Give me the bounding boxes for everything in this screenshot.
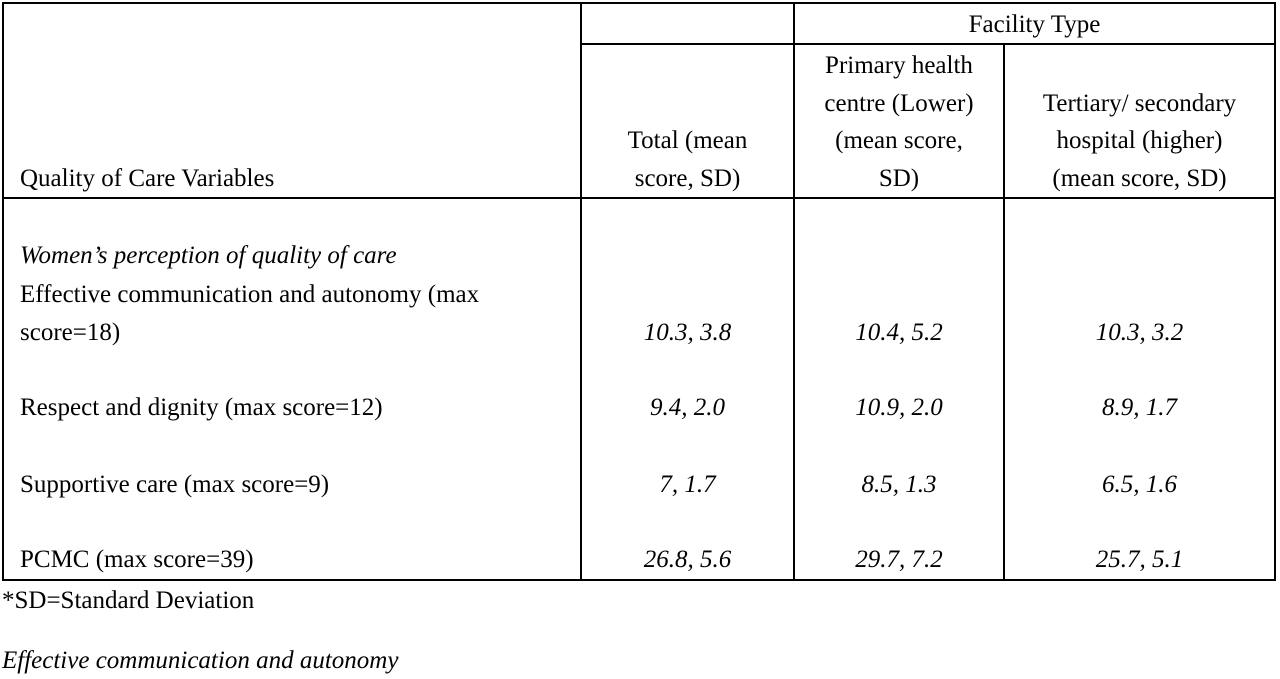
- facility-type-underline: [580, 43, 1276, 45]
- table-cell-total: 9.4, 2.0: [650, 394, 725, 421]
- tertiary-column-header-line-2: hospital (higher): [1056, 127, 1223, 154]
- table-cell-primary: 29.7, 7.2: [855, 546, 943, 573]
- row-label: Supportive care (max score=9): [20, 471, 330, 498]
- table-footnote: *SD=Standard Deviation: [2, 587, 255, 614]
- primary-column-header-line-3: (mean score,: [835, 127, 963, 154]
- primary-column-header-line-4: SD): [878, 165, 920, 192]
- primary-column-header-line-1: Primary health: [825, 52, 973, 79]
- section-title: Women’s perception of quality of care: [20, 242, 397, 269]
- table-cell-total: 26.8, 5.6: [643, 546, 732, 573]
- table-right-border: [1274, 2, 1276, 581]
- primary-column-header-line-2: centre (Lower): [824, 90, 974, 117]
- table-cell-total: 7, 1.7: [659, 471, 716, 498]
- table-bottom-border: [2, 579, 1276, 581]
- table-cell-tertiary: 8.9, 1.7: [1102, 394, 1177, 421]
- table-left-border: [2, 2, 4, 581]
- table-cell-primary: 10.4, 5.2: [855, 319, 943, 346]
- table-cell-tertiary: 25.7, 5.1: [1095, 546, 1184, 573]
- row-label-line-1: Effective communication and autonomy (max: [20, 281, 480, 308]
- tertiary-column-header-line-1: Tertiary/ secondary: [1042, 90, 1237, 117]
- table-cell-primary: 8.5, 1.3: [861, 471, 937, 498]
- table-cell-total: 10.3, 3.8: [643, 319, 732, 346]
- table-cell-tertiary: 10.3, 3.2: [1095, 319, 1184, 346]
- row-label: PCMC (max score=39): [20, 546, 254, 573]
- table-cell-primary: 10.9, 2.0: [855, 394, 943, 421]
- table-top-border: [2, 2, 1276, 4]
- tertiary-column-header-line-3: (mean score, SD): [1052, 165, 1227, 192]
- total-column-header-line-2: score, SD): [634, 165, 741, 192]
- header-bottom-border: [2, 197, 1276, 199]
- facility-type-header: Facility Type: [968, 11, 1101, 38]
- quality-variables-header: Quality of Care Variables: [20, 165, 275, 192]
- table-cell-tertiary: 6.5, 1.6: [1102, 471, 1177, 498]
- section-heading: Effective communication and autonomy: [2, 647, 399, 674]
- row-label: Respect and dignity (max score=12): [20, 394, 383, 421]
- row-label-line-2: score=18): [20, 319, 121, 346]
- total-column-header-line-1: Total (mean: [627, 127, 748, 154]
